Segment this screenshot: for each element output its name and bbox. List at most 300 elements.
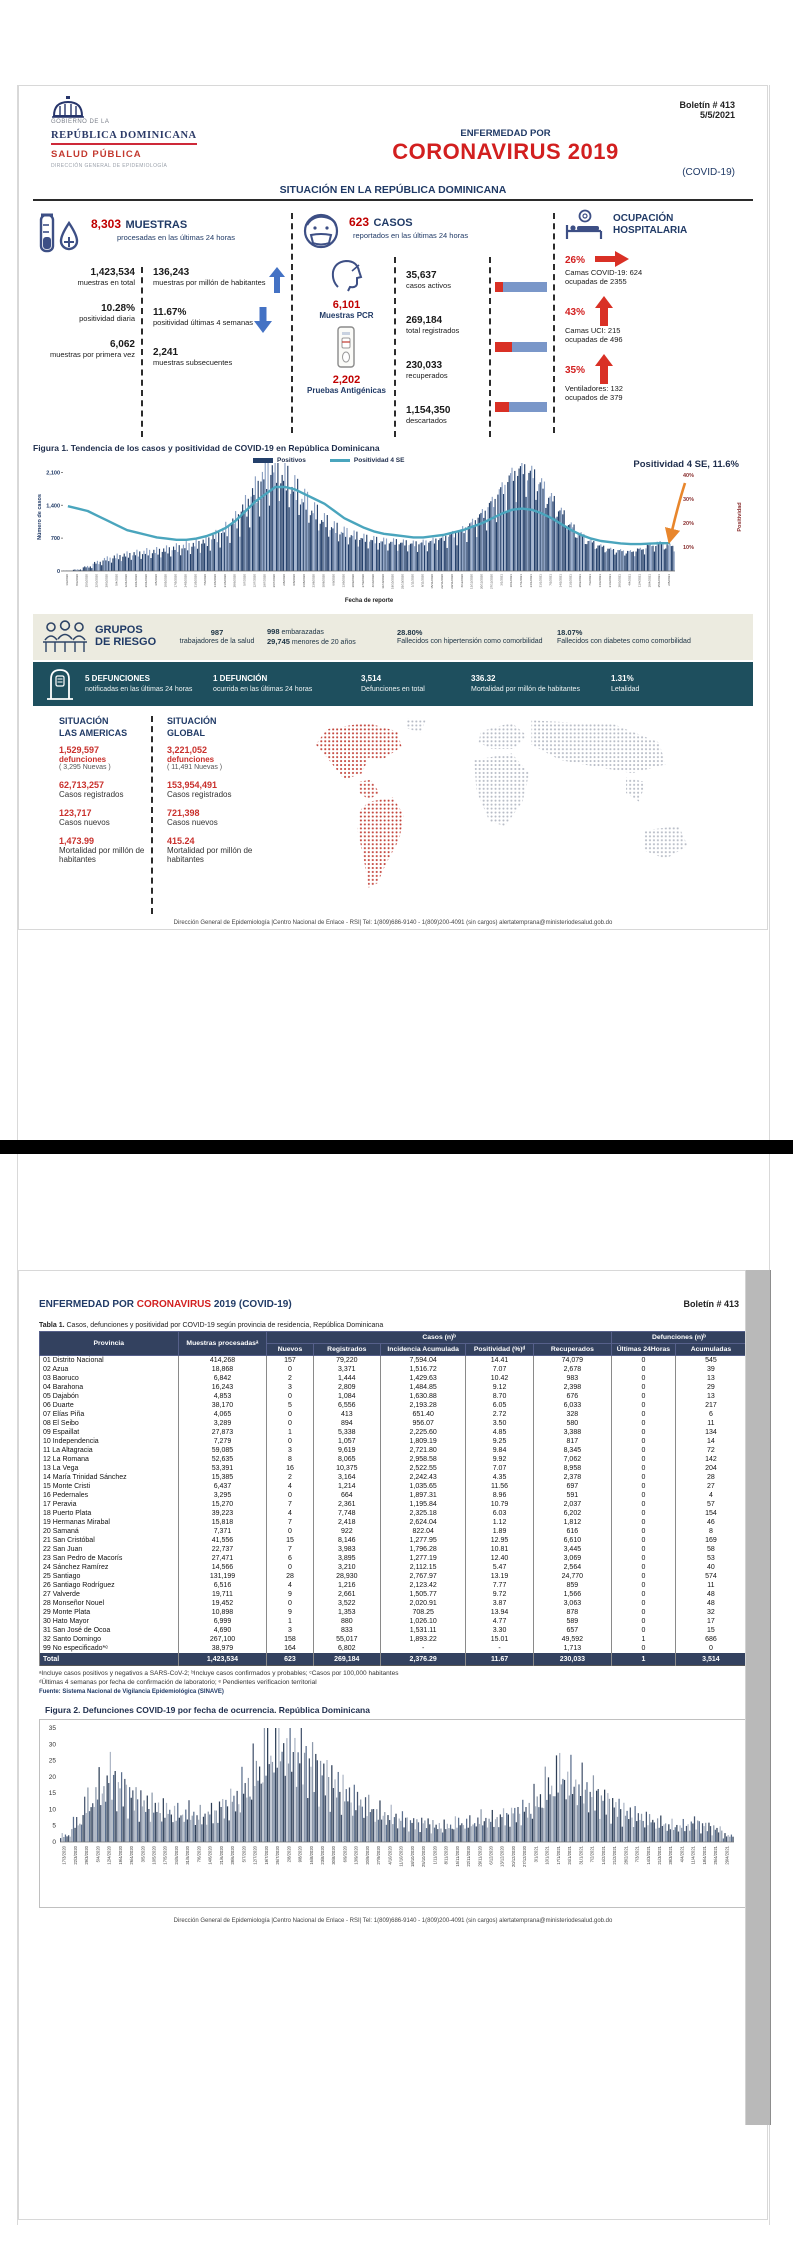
samples-column xyxy=(33,209,285,437)
deaths-total: 3,514 Defunciones en total xyxy=(361,674,425,693)
hospital-column xyxy=(561,209,753,437)
pregnant-label: embarazadas xyxy=(281,628,324,636)
svg-text:19/7/2020: 19/7/2020 xyxy=(263,1845,269,1865)
page-divider-bar xyxy=(0,1140,793,1154)
figura1-legend xyxy=(253,457,404,464)
americas-deaths-label: defunciones xyxy=(59,755,107,765)
svg-text:14/6/2020: 14/6/2020 xyxy=(207,1845,213,1865)
svg-text:30%: 30% xyxy=(683,497,695,503)
svg-text:1/11/2020: 1/11/2020 xyxy=(432,1845,438,1864)
risk-groups-title: GRUPOS DE RIESGO xyxy=(95,624,157,648)
covid-beds-pct: 26% xyxy=(565,255,586,266)
table-row: 99 No especificado*ᵉ 38,979 164 6,802 - - 1,713 0 0 xyxy=(40,1644,747,1653)
svg-text:2,100: 2,100 xyxy=(46,470,60,477)
table-row: 20 Samaná 7,371 0 922 822.04 1.89 616 0 8 xyxy=(40,1527,747,1536)
page2-header xyxy=(39,1299,747,1310)
americas-new-cases: 123,717 xyxy=(59,808,92,819)
red-up-arrow-icon xyxy=(595,296,613,326)
down-arrow-icon xyxy=(254,307,272,333)
table-row: 32 Santo Domingo 267,100 158 55,017 1,893.22 15.01 49,592 1 686 xyxy=(40,1635,747,1644)
cases-substats xyxy=(394,257,489,437)
section-title-rule xyxy=(33,180,753,201)
svg-text:24/1/2021: 24/1/2021 xyxy=(567,1845,573,1865)
table-row: 26 Santiago Rodríguez 6,516 4 1,216 2,123.42 7.77 859 0 11 xyxy=(40,1581,747,1590)
ministry-logo xyxy=(33,96,258,178)
table-row: 29 Monte Plata 10,898 9 1,353 708.25 13.94 878 0 32 xyxy=(40,1608,747,1617)
svg-text:4/4/2021: 4/4/2021 xyxy=(679,1845,685,1862)
antigen-tests-value: 2,202 xyxy=(332,374,361,386)
svg-text:2/8/2020: 2/8/2020 xyxy=(286,1845,292,1862)
global-cases-label: Casos registrados xyxy=(167,790,232,800)
cases-24h-value: 623 xyxy=(349,215,370,229)
table-row: 21 San Cristóbal 41,556 15 8,146 1,277.95 12.95 6,610 0 169 xyxy=(40,1536,747,1545)
svg-text:31/1/2021: 31/1/2021 xyxy=(538,574,543,588)
svg-text:18/10/2020: 18/10/2020 xyxy=(409,1845,415,1867)
risk-groups-band xyxy=(33,614,753,660)
table-row: 02 Azua 18,868 0 3,371 1,516.72 7.07 2,678 0 39 xyxy=(40,1365,747,1374)
ventilators-line1: Ventiladores: 132 xyxy=(565,383,623,393)
table-row: 10 Independencia 7,279 0 1,057 1,809.19 9.25 817 0 14 xyxy=(40,1437,747,1446)
bulletin-number: Boletín # 413 xyxy=(679,100,735,110)
deaths-band xyxy=(33,662,753,706)
svg-text:19/4/2020: 19/4/2020 xyxy=(134,574,138,588)
table-row: 25 Santiago 131,199 28 28,930 2,767.97 13.19 24,770 0 574 xyxy=(40,1572,747,1581)
svg-text:15/3/2020: 15/3/2020 xyxy=(84,574,89,588)
svg-text:30/8/2020: 30/8/2020 xyxy=(331,1845,337,1865)
svg-text:9/8/2020: 9/8/2020 xyxy=(297,1845,303,1862)
test-type-stack xyxy=(299,257,394,437)
map-greenland xyxy=(406,718,426,732)
covid-beds-line2: ocupadas de 2355 xyxy=(565,277,627,287)
table-footnotes xyxy=(39,1669,747,1697)
colgroup-casos: Casos (n)ᵇ xyxy=(267,1332,612,1344)
deaths-notified-24h: 5 DEFUNCIONES notificadas en las últimas 24 horas xyxy=(85,674,193,693)
head-profile-icon xyxy=(328,257,364,293)
svg-text:30: 30 xyxy=(48,1740,56,1748)
table-row: 04 Barahona 16,243 3 2,809 1,484.85 9.12 2,398 0 29 xyxy=(40,1383,747,1392)
up-arrow-icon xyxy=(269,267,285,293)
page1-header xyxy=(33,96,753,178)
svg-text:12/4/2020: 12/4/2020 xyxy=(124,574,129,588)
svg-text:29/11/2020: 29/11/2020 xyxy=(477,1845,483,1867)
svg-text:7/2/2021: 7/2/2021 xyxy=(548,574,553,586)
pregnant-value: 998 xyxy=(267,626,280,636)
subsequent-samples-label: muestras subsecuentes xyxy=(153,358,233,367)
svg-text:40%: 40% xyxy=(683,473,695,479)
svg-text:6/9/2020: 6/9/2020 xyxy=(342,1845,348,1862)
table-row: 12 La Romana 52,635 8 8,065 2,958.58 9.92 7,062 0 142 xyxy=(40,1455,747,1464)
map-australia xyxy=(644,826,688,859)
table-row: 03 Baoruco 6,842 2 1,444 1,429.63 10.42 983 0 13 xyxy=(40,1374,747,1383)
svg-text:21/2/2021: 21/2/2021 xyxy=(568,574,573,588)
svg-text:24/1/2021: 24/1/2021 xyxy=(528,574,533,588)
minors-label: menores de 20 años xyxy=(291,639,356,646)
subsequent-samples-value: 2,241 xyxy=(153,347,179,358)
hospital-title-1: OCUPACIÓN xyxy=(613,212,674,224)
logo-line-salud-publica: SALUD PÚBLICA xyxy=(51,149,142,160)
positivity-4w-label: positividad últimas 4 semanas xyxy=(153,318,254,327)
bulletin-page-2 xyxy=(18,1270,768,2220)
figura1-title: Figura 1. Tendencia de los casos y positividad de COVID-19 en República Dominicana xyxy=(33,443,380,453)
col-muestras: Muestras procesadasᵃ xyxy=(178,1332,267,1356)
legend-bar-swatch xyxy=(253,458,273,463)
svg-text:21/6/2020: 21/6/2020 xyxy=(222,574,227,588)
icu-beds-line2: ocupadas de 496 xyxy=(565,335,623,345)
svg-text:17/5/2020: 17/5/2020 xyxy=(173,574,178,588)
samples-24h-value: 8,303 xyxy=(91,217,122,231)
svg-text:25/4/2021: 25/4/2021 xyxy=(713,1845,719,1865)
svg-text:21/3/2021: 21/3/2021 xyxy=(607,574,612,588)
svg-text:7/6/2020: 7/6/2020 xyxy=(196,1845,202,1862)
svg-text:16/8/2020: 16/8/2020 xyxy=(308,1845,314,1865)
bulletin-page-1 xyxy=(18,85,768,930)
svg-text:5/7/2020: 5/7/2020 xyxy=(242,574,247,586)
svg-text:7/3/2021: 7/3/2021 xyxy=(588,574,593,586)
svg-text:10%: 10% xyxy=(683,545,695,551)
americas-mortality-label: Mortalidad por millón de habitantes xyxy=(59,846,145,865)
risk-pregnant-minors xyxy=(267,627,397,647)
svg-text:700: 700 xyxy=(50,536,60,543)
svg-text:12/7/2020: 12/7/2020 xyxy=(252,1845,258,1865)
svg-text:10/5/2020: 10/5/2020 xyxy=(163,574,168,588)
svg-text:27/9/2020: 27/9/2020 xyxy=(376,1845,382,1865)
svg-text:7/3/2021: 7/3/2021 xyxy=(634,1845,640,1862)
active-cases-label: casos activos xyxy=(405,280,451,290)
svg-text:26/4/2020: 26/4/2020 xyxy=(143,574,148,588)
divider-dashed-1 xyxy=(291,213,293,433)
svg-text:25/10/2020: 25/10/2020 xyxy=(421,1845,427,1867)
hospital-item-camas xyxy=(565,250,753,287)
svg-text:11/4/2021: 11/4/2021 xyxy=(637,574,642,588)
svg-text:11/10/2020: 11/10/2020 xyxy=(398,1845,404,1867)
page1-title-block xyxy=(258,96,753,178)
registered-cases-value: 269,184 xyxy=(405,314,443,326)
svg-text:20/9/2020: 20/9/2020 xyxy=(364,1845,370,1865)
svg-text:17/5/2020: 17/5/2020 xyxy=(162,1845,168,1865)
svg-text:17/1/2021: 17/1/2021 xyxy=(555,1845,561,1865)
svg-text:25: 25 xyxy=(48,1757,56,1765)
map-central-america xyxy=(358,780,380,800)
svg-text:6/12/2020: 6/12/2020 xyxy=(488,1845,494,1865)
figura2 xyxy=(39,1719,747,1908)
svg-text:25/10/2020: 25/10/2020 xyxy=(400,574,405,590)
province-table-header xyxy=(40,1332,747,1356)
samples-total-value: 1,423,534 xyxy=(90,267,135,278)
global-deaths: 3,221,052 xyxy=(167,745,208,756)
active-share-bar xyxy=(495,402,547,412)
first-time-samples-value: 6,062 xyxy=(109,339,135,350)
icu-beds-pct: 43% xyxy=(565,306,586,318)
active-cases-value: 35,637 xyxy=(405,269,437,281)
health-workers-label: trabajadores de la salud xyxy=(179,638,255,646)
svg-text:2/8/2020: 2/8/2020 xyxy=(282,574,287,586)
svg-text:3/1/2021: 3/1/2021 xyxy=(533,1845,539,1862)
svg-text:26/7/2020: 26/7/2020 xyxy=(275,1845,281,1865)
svg-text:1/3/2020: 1/3/2020 xyxy=(64,574,69,586)
table-row: 16 Pedernales 3,295 0 664 1,897.31 8.96 591 0 4 xyxy=(40,1491,747,1500)
figura2-chart xyxy=(42,1722,744,1900)
svg-text:35: 35 xyxy=(48,1724,56,1732)
svg-text:5/4/2020: 5/4/2020 xyxy=(114,574,119,586)
people-group-icon xyxy=(41,620,89,654)
svg-text:1/11/2020: 1/11/2020 xyxy=(410,574,415,588)
pcr-samples-value: 6,101 xyxy=(332,299,361,311)
svg-text:3/1/2021: 3/1/2021 xyxy=(499,574,504,586)
svg-text:6/12/2020: 6/12/2020 xyxy=(459,574,464,588)
svg-text:10/5/2020: 10/5/2020 xyxy=(151,1845,157,1865)
svg-text:18/4/2021: 18/4/2021 xyxy=(701,1845,707,1865)
table-row: 19 Hermanas Mirabal 15,818 7 2,418 2,624.04 1.12 1,812 0 46 xyxy=(40,1518,747,1527)
svg-text:28/6/2020: 28/6/2020 xyxy=(232,574,237,588)
svg-text:14/2/2021: 14/2/2021 xyxy=(600,1845,606,1865)
map-africa xyxy=(474,753,529,826)
title-main: CORONAVIRUS 2019 xyxy=(392,139,619,164)
svg-text:21/6/2020: 21/6/2020 xyxy=(218,1845,224,1865)
situation-americas: SITUACIÓN LAS AMERICAS 1,529,597 defunciones ( 3,295 Nuevas ) 62,713,257 Casos registrados 123,717 Casos nuevos 1,473.99 Mortalidad por millón de habitantes xyxy=(33,716,151,914)
cases-24h-sublabel: reportados en las últimas 24 horas xyxy=(353,231,469,240)
registered-cases-label: total registrados xyxy=(405,325,460,335)
table-row: 31 San José de Ocoa 4,690 3 833 1,531.11 3.30 657 0 15 xyxy=(40,1626,747,1635)
svg-text:23/8/2020: 23/8/2020 xyxy=(320,1845,325,1865)
page1-footer: Dirección General de Epidemiología |Centro Nacional de Enlace - RSI| Tel: 1(809)686-9140 - 1(809)200-4091 (sin cargos) alertatemprana@ministeriodesalud.gob.do xyxy=(173,920,613,926)
map-europe xyxy=(479,723,527,749)
svg-text:27/9/2020: 27/9/2020 xyxy=(361,574,366,588)
svg-text:27/12/2020: 27/12/2020 xyxy=(522,1845,528,1867)
figura1-annotation: Positividad 4 SE, 11.6% xyxy=(633,459,739,470)
svg-text:22/11/2020: 22/11/2020 xyxy=(440,574,444,589)
logo-line-gobierno: GOBIERNO DE LA xyxy=(51,119,110,125)
svg-text:3/5/2020: 3/5/2020 xyxy=(153,574,158,586)
colgroup-defunciones: Defunciones (n)ᵇ xyxy=(611,1332,746,1344)
svg-text:10/1/2021: 10/1/2021 xyxy=(544,1845,550,1865)
svg-text:12/7/2020: 12/7/2020 xyxy=(252,574,257,588)
divider-dashed-2 xyxy=(553,213,555,433)
footnote-1: ᵃIncluye casos positivos y negativos a SARS-CoV-2; ᵇIncluye casos confirmados y probables; ᶜCasos por 100,000 habitantes xyxy=(39,1670,399,1677)
svg-text:30/8/2020: 30/8/2020 xyxy=(321,574,326,588)
svg-text:26/7/2020: 26/7/2020 xyxy=(272,574,277,588)
table-row: 17 Peravia 15,270 7 2,361 1,195.84 10.79 2,037 0 57 xyxy=(40,1500,747,1509)
figura1-chart xyxy=(33,453,751,605)
cases-column xyxy=(299,209,547,437)
page2-title: ENFERMEDAD POR CORONAVIRUS 2019 (COVID-19) xyxy=(39,1299,292,1310)
diabetes-pct: 18.07% xyxy=(557,627,583,637)
svg-text:28/6/2020: 28/6/2020 xyxy=(230,1845,236,1865)
svg-text:15: 15 xyxy=(48,1789,56,1797)
svg-text:19/4/2020: 19/4/2020 xyxy=(117,1845,123,1865)
global-new-cases: 721,398 xyxy=(167,808,200,819)
mortality-per-million: 336.32 Mortalidad por millón de habitantes xyxy=(471,674,580,693)
hypertension-pct: 28.80% xyxy=(397,627,423,637)
svg-text:1,400: 1,400 xyxy=(46,503,60,510)
tombstone-icon xyxy=(45,667,75,701)
figura2-title: Figura 2. Defunciones COVID-19 por fecha de ocurrencia. República Dominicana xyxy=(45,1704,370,1715)
svg-text:24/5/2020: 24/5/2020 xyxy=(173,1845,179,1865)
global-new-deaths: ( 11,491 Nuevas ) xyxy=(167,764,223,772)
map-southeast-asia xyxy=(626,778,646,802)
footnote-2: ᵈÚltimas 4 semanas por fecha de confirmación de laboratorio; ᵉ Pendientes verificacion territorial xyxy=(39,1679,317,1687)
americas-cases: 62,713,257 xyxy=(59,780,105,791)
cases-headline xyxy=(299,209,547,253)
table-row: 13 La Vega 53,391 16 10,375 2,522.55 7.07 8,958 0 204 xyxy=(40,1464,747,1473)
samples-substats xyxy=(33,267,285,437)
svg-text:31/5/2020: 31/5/2020 xyxy=(185,1845,191,1865)
svg-text:4/10/2020: 4/10/2020 xyxy=(387,1845,393,1865)
global-new-cases-label: Casos nuevos xyxy=(167,818,218,828)
diabetes-label: Fallecidos con diabetes como comorbilidad xyxy=(557,638,691,646)
svg-text:5/7/2020: 5/7/2020 xyxy=(241,1845,247,1862)
title-covid: (COVID-19) xyxy=(682,167,735,178)
risk-diabetes xyxy=(557,628,707,647)
global-cases: 153,954,491 xyxy=(167,780,218,791)
samples-per-million-label: muestras por millón de habitantes xyxy=(153,278,266,287)
risk-health-workers xyxy=(167,628,267,647)
col-registrados: Registrados xyxy=(313,1344,380,1356)
deaths-occurred-24h: 1 DEFUNCIÓN ocurrida en las últimas 24 horas xyxy=(213,674,313,693)
americas-new-cases-label: Casos nuevos xyxy=(59,818,110,828)
svg-text:22/3/2020: 22/3/2020 xyxy=(94,574,99,588)
svg-text:16/8/2020: 16/8/2020 xyxy=(301,574,306,588)
svg-text:18/4/2021: 18/4/2021 xyxy=(647,574,652,588)
hypertension-label: Fallecidos con hipertensión como comorbilidad xyxy=(397,638,543,646)
samples-right-substats xyxy=(141,267,285,437)
daily-positivity-label: positividad diaria xyxy=(79,314,135,323)
legend-line-swatch xyxy=(330,459,350,462)
svg-text:20/12/2020: 20/12/2020 xyxy=(510,1845,516,1867)
hospital-title-2: HOSPITALARIA xyxy=(613,225,688,236)
svg-text:18/10/2020: 18/10/2020 xyxy=(390,574,395,590)
samples-left-substats xyxy=(33,267,141,437)
samples-24h-sublabel: procesadas en las últimas 24 horas xyxy=(117,233,235,242)
stats-band xyxy=(33,209,753,437)
svg-text:31/1/2021: 31/1/2021 xyxy=(578,1845,584,1865)
cases-mini-bars xyxy=(489,257,547,437)
recovered-cases-label: recuperados xyxy=(405,370,448,380)
world-dot-map xyxy=(279,716,753,914)
svg-text:15/11/2020: 15/11/2020 xyxy=(430,574,435,589)
logo-line-direccion: DIRECCIÓN GENERAL DE EPIDEMIOLOGÍA xyxy=(51,163,168,169)
svg-text:13/9/2020: 13/9/2020 xyxy=(341,574,346,588)
col-provincia: Provincia xyxy=(40,1332,179,1356)
province-table xyxy=(39,1331,747,1666)
discarded-cases-value: 1,154,350 xyxy=(405,404,451,416)
page2-footer: Dirección General de Epidemiología |Centro Nacional de Enlace - RSI| Tel: 1(809)686-9140 - 1(809)200-4091 (sin cargos) alertatemprana@ministeriodesalud.gob.do xyxy=(173,1917,613,1924)
svg-text:31/5/2020: 31/5/2020 xyxy=(193,574,198,588)
svg-text:8/11/2020: 8/11/2020 xyxy=(443,1845,449,1864)
samples-24h-label: MUESTRAS xyxy=(125,219,188,231)
svg-text:4/10/2020: 4/10/2020 xyxy=(370,574,375,588)
svg-text:23/8/2020: 23/8/2020 xyxy=(311,574,316,588)
hospital-item-ventiladores xyxy=(565,354,753,403)
figura1 xyxy=(33,443,753,610)
svg-text:28/2/2021: 28/2/2021 xyxy=(623,1845,629,1865)
active-share-bar xyxy=(495,282,547,292)
svg-text:28/3/2021: 28/3/2021 xyxy=(617,574,622,588)
section-title: SITUACIÓN EN LA REPÚBLICA DOMINICANA xyxy=(279,184,507,196)
americas-new-deaths: ( 3,295 Nuevas ) xyxy=(59,764,111,772)
province-table-body xyxy=(40,1356,747,1666)
masked-face-icon xyxy=(299,209,343,253)
svg-text:12/4/2020: 12/4/2020 xyxy=(106,1845,112,1865)
table-row: 22 San Juan 22,737 7 3,983 1,796.28 10.81 3,445 0 58 xyxy=(40,1545,747,1554)
logo-line-republica: REPÚBLICA DOMINICANA xyxy=(51,130,197,145)
samples-total-label: muestras en total xyxy=(77,278,135,287)
bulletin-date: 5/5/2021 xyxy=(699,110,735,120)
svg-text:29/3/2020: 29/3/2020 xyxy=(84,1845,90,1865)
svg-text:13/12/2020: 13/12/2020 xyxy=(499,1845,505,1867)
risk-hypertension xyxy=(397,628,557,647)
col-acumuladas: Acumuladas xyxy=(675,1344,746,1356)
svg-text:13/9/2020: 13/9/2020 xyxy=(353,1845,359,1865)
ventilators-pct: 35% xyxy=(565,364,586,376)
col-nuevos: Nuevos xyxy=(267,1344,313,1356)
table-row: 05 Dajabón 4,853 0 1,084 1,630.88 8.70 676 0 13 xyxy=(40,1392,747,1401)
viewer-scrollbar[interactable] xyxy=(745,1270,771,2125)
daily-positivity-value: 10.28% xyxy=(101,303,135,314)
table-row: 08 El Seibo 3,289 0 894 956.07 3.50 580 0 11 xyxy=(40,1419,747,1428)
svg-text:9/8/2020: 9/8/2020 xyxy=(292,574,296,586)
col-ultimas-24h: Últimas 24Horas xyxy=(611,1344,675,1356)
svg-text:Positividad: Positividad xyxy=(737,502,743,532)
svg-text:3/5/2020: 3/5/2020 xyxy=(140,1845,146,1862)
svg-text:29/11/2020: 29/11/2020 xyxy=(449,574,454,589)
table-row: 01 Distrito Nacional 414,268 157 79,220 7,594.04 14.41 74,079 0 545 xyxy=(40,1356,747,1366)
recovered-cases-value: 230,033 xyxy=(405,359,443,371)
table-row: 27 Valverde 19,711 9 2,661 1,505.77 9.72 1,566 0 48 xyxy=(40,1590,747,1599)
minors-value: 29,745 xyxy=(267,637,290,646)
global-mortality-label: Mortalidad por millón de habitantes xyxy=(167,846,253,865)
svg-text:13/12/2020: 13/12/2020 xyxy=(469,574,474,590)
red-up-arrow-icon-2 xyxy=(595,354,613,384)
antigen-test-icon xyxy=(337,326,355,368)
svg-text:24/5/2020: 24/5/2020 xyxy=(183,574,188,588)
svg-text:15/11/2020: 15/11/2020 xyxy=(454,1845,460,1867)
col-incidencia: Incidencia Acumulada xyxy=(381,1344,466,1356)
map-south-america xyxy=(358,797,404,887)
antigen-tests-label: Pruebas Antigénicas xyxy=(307,386,386,395)
active-share-bar xyxy=(495,342,547,352)
hospital-item-uci xyxy=(565,296,753,345)
americas-cases-label: Casos registrados xyxy=(59,790,124,800)
legend-line-label: Positividad 4 SE xyxy=(353,457,405,464)
svg-text:22/11/2020: 22/11/2020 xyxy=(466,1845,471,1867)
svg-text:28/2/2021: 28/2/2021 xyxy=(578,574,583,588)
svg-text:10: 10 xyxy=(48,1805,56,1813)
fuente-line: Fuente: Sistema Nacional de Vigilancia Epidemiológica (SINAVE) xyxy=(39,1688,224,1695)
svg-text:20%: 20% xyxy=(683,521,695,527)
red-right-arrow-icon xyxy=(595,251,629,267)
svg-text:7/2/2021: 7/2/2021 xyxy=(589,1845,595,1862)
svg-text:14/3/2021: 14/3/2021 xyxy=(645,1845,651,1865)
svg-text:5/4/2020: 5/4/2020 xyxy=(95,1845,101,1862)
svg-text:28/3/2021: 28/3/2021 xyxy=(668,1845,674,1865)
svg-text:4/4/2021: 4/4/2021 xyxy=(627,574,632,586)
table-row: 30 Hato Mayor 6,999 1 880 1,026.10 4.77 589 0 17 xyxy=(40,1617,747,1626)
svg-text:19/7/2020: 19/7/2020 xyxy=(262,574,267,588)
icu-beds-line1: Camas UCI: 215 xyxy=(565,325,621,335)
table-row: 23 San Pedro de Macorís 27,471 6 3,895 1,277.19 12.40 3,069 0 53 xyxy=(40,1554,747,1563)
svg-text:Número de casos: Número de casos xyxy=(37,494,43,540)
table-row: 07 Elías Piña 4,065 0 413 651.40 2.72 328 0 6 xyxy=(40,1410,747,1419)
testtube-drop-icon xyxy=(33,209,85,261)
svg-text:21/3/2021: 21/3/2021 xyxy=(657,1845,662,1865)
table-row: 24 Sánchez Ramírez 14,566 0 3,210 2,112.15 5.47 2,564 0 40 xyxy=(40,1563,747,1572)
table-total-row: Total 1,423,534 623 269,184 2,376.29 11.67 230,033 1 3,514 xyxy=(40,1653,747,1666)
pcr-samples-label: Muestras PCR xyxy=(319,311,374,320)
dome-logo-icon xyxy=(51,96,85,118)
svg-text:20/9/2020: 20/9/2020 xyxy=(351,574,356,588)
samples-headline xyxy=(33,209,285,261)
svg-text:21/2/2021: 21/2/2021 xyxy=(612,1845,617,1865)
